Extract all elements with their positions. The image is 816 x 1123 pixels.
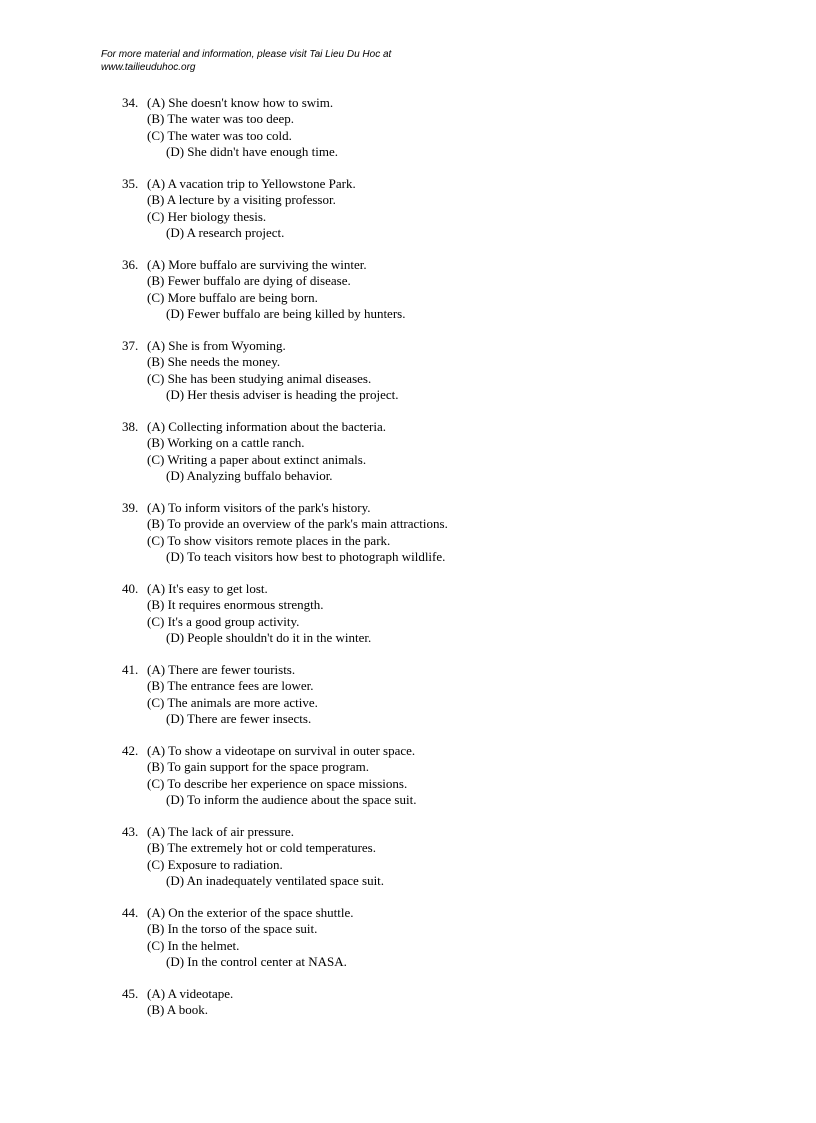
- option-c: (C) The water was too cold.: [147, 127, 292, 143]
- question-number: 41.: [122, 662, 139, 677]
- question-item: [122, 986, 448, 1067]
- option-d: (D) Her thesis adviser is heading the project.: [166, 386, 399, 402]
- option-a: (A) More buffalo are surviving the winter.: [147, 257, 367, 272]
- question-number: 43.: [122, 824, 139, 839]
- option-a: (A) It's easy to get lost.: [147, 581, 268, 596]
- option-c: (C) She has been studying animal diseases.: [147, 370, 372, 386]
- question-item: [122, 662, 448, 743]
- option-d: (D) There are fewer insects.: [166, 710, 312, 726]
- question-item: [122, 176, 448, 257]
- option-d: (D) In the control center at NASA.: [166, 953, 347, 969]
- question-number: 37.: [122, 338, 139, 353]
- option-b: (B) To provide an overview of the park's main attractions.: [147, 516, 448, 532]
- question-item: [122, 95, 448, 176]
- question-list: [122, 95, 448, 1067]
- question-number: 40.: [122, 581, 139, 596]
- question-item: [122, 338, 448, 419]
- option-b: (B) A book.: [147, 1002, 209, 1018]
- question-item: [122, 419, 448, 500]
- option-c: (C) Her biology thesis.: [147, 208, 267, 224]
- question-item: [122, 743, 448, 824]
- option-c: (C) Exposure to radiation.: [147, 856, 283, 872]
- option-d: (D) Fewer buffalo are being killed by hunters.: [166, 305, 406, 321]
- option-a: (A) A videotape.: [147, 986, 234, 1001]
- header-url: www.tailieuduhoc.org: [101, 62, 196, 73]
- option-a: (A) She is from Wyoming.: [147, 338, 286, 353]
- question-item: [122, 581, 448, 662]
- option-a: (A) To inform visitors of the park's history.: [147, 500, 371, 515]
- option-d: (D) She didn't have enough time.: [166, 143, 339, 159]
- option-a: (A) She doesn't know how to swim.: [147, 95, 334, 110]
- option-a: (A) Collecting information about the bacteria.: [147, 419, 386, 434]
- option-b: (B) It requires enormous strength.: [147, 597, 324, 613]
- option-d: (D) To teach visitors how best to photograph wildlife.: [166, 548, 446, 564]
- option-b: (B) Fewer buffalo are dying of disease.: [147, 273, 351, 289]
- option-a: (A) On the exterior of the space shuttle.: [147, 905, 354, 920]
- option-a: (A) There are fewer tourists.: [147, 662, 296, 677]
- option-a: (A) The lack of air pressure.: [147, 824, 295, 839]
- question-number: 36.: [122, 257, 139, 272]
- option-d: (D) People shouldn't do it in the winter.: [166, 629, 372, 645]
- option-c: (C) In the helmet.: [147, 937, 240, 953]
- option-d: (D) A research project.: [166, 224, 285, 240]
- option-c: (C) To show visitors remote places in the park.: [147, 532, 391, 548]
- question-number: 39.: [122, 500, 139, 515]
- option-c: (C) More buffalo are being born.: [147, 289, 318, 305]
- question-number: 34.: [122, 95, 139, 110]
- question-number: 44.: [122, 905, 139, 920]
- question-number: 42.: [122, 743, 139, 758]
- option-c: (C) Writing a paper about extinct animals.: [147, 451, 367, 467]
- option-b: (B) A lecture by a visiting professor.: [147, 192, 336, 208]
- option-d: (D) Analyzing buffalo behavior.: [166, 467, 333, 483]
- option-d: (D) An inadequately ventilated space suit.: [166, 872, 385, 888]
- option-a: (A) To show a videotape on survival in outer space.: [147, 743, 416, 758]
- page-header: [101, 48, 391, 74]
- option-b: (B) The entrance fees are lower.: [147, 678, 314, 694]
- option-b: (B) To gain support for the space program.: [147, 759, 369, 775]
- option-c: (C) To describe her experience on space missions.: [147, 775, 408, 791]
- option-b: (B) Working on a cattle ranch.: [147, 435, 305, 451]
- question-number: 45.: [122, 986, 139, 1001]
- option-c: (C) It's a good group activity.: [147, 613, 300, 629]
- option-c: (C) The animals are more active.: [147, 694, 318, 710]
- option-a: (A) A vacation trip to Yellowstone Park.: [147, 176, 356, 191]
- question-number: 38.: [122, 419, 139, 434]
- option-b: (B) The extremely hot or cold temperatures.: [147, 840, 376, 856]
- question-item: [122, 500, 448, 581]
- option-b: (B) In the torso of the space suit.: [147, 921, 318, 937]
- question-item: [122, 824, 448, 905]
- option-d: (D) To inform the audience about the space suit.: [166, 791, 417, 807]
- question-number: 35.: [122, 176, 139, 191]
- question-item: [122, 905, 448, 986]
- header-line-1: For more material and information, please visit Tai Lieu Du Hoc at: [101, 49, 392, 60]
- option-b: (B) The water was too deep.: [147, 111, 295, 127]
- option-b: (B) She needs the money.: [147, 354, 281, 370]
- question-item: [122, 257, 448, 338]
